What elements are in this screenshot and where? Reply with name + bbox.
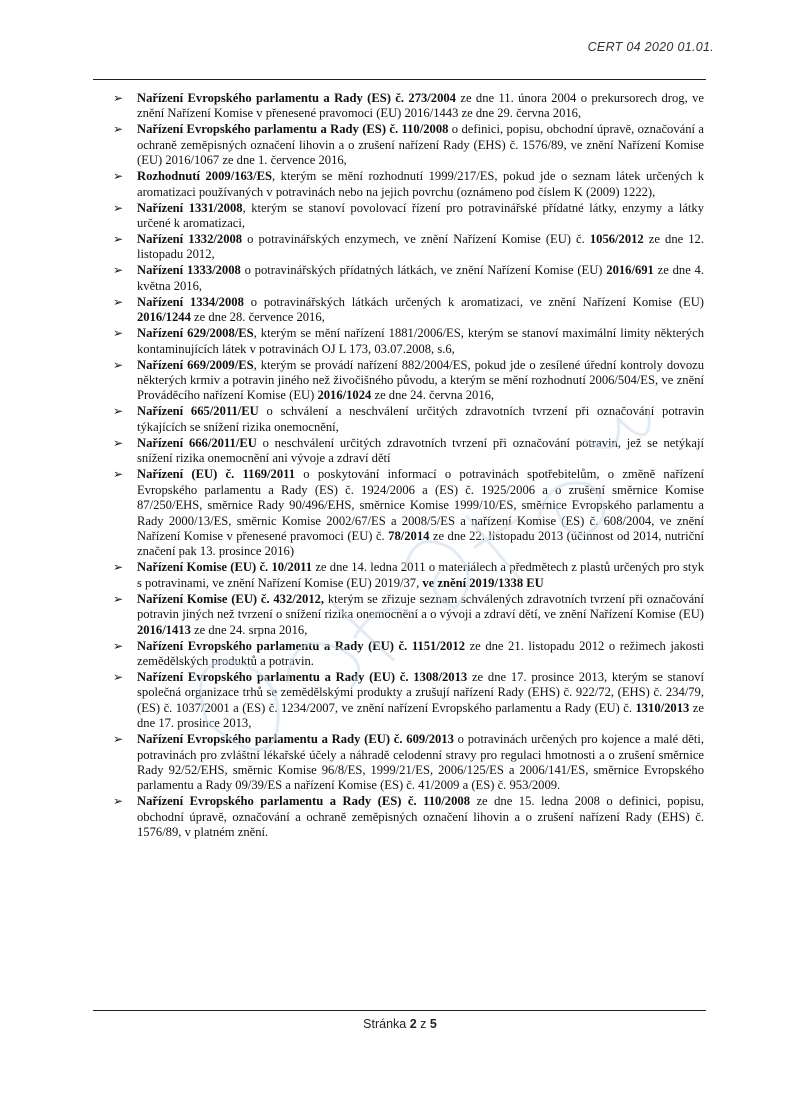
regulation-text: ze dne 15. ledna 2008 o definici, popisu, obchodní úpravě, označování a ochraně zeměpisných označení lihovin a o zrušení nařízení Rady (EHS) č. 1576/89, v platném znění. bbox=[137, 794, 704, 840]
regulation-item bbox=[113, 794, 704, 840]
arrow-bullet-icon: ➢ bbox=[113, 404, 124, 419]
document-code: CERT 04 2020 01.01. bbox=[587, 40, 714, 54]
header-divider bbox=[93, 79, 706, 80]
regulation-item bbox=[113, 326, 704, 357]
regulation-reference: Nařízení 1334/2008 bbox=[137, 294, 244, 309]
regulation-reference: Nařízení 1331/2008 bbox=[137, 200, 243, 215]
page-separator: z bbox=[416, 1017, 430, 1031]
regulation-reference: ve znění 2019/1338 EU bbox=[422, 575, 544, 590]
arrow-bullet-icon: ➢ bbox=[113, 591, 124, 606]
page-footer bbox=[0, 1017, 800, 1031]
regulation-reference: Nařízení Komise (EU) č. 10/2011 bbox=[137, 560, 313, 575]
regulation-list bbox=[113, 91, 704, 841]
regulation-text: o neschválení určitých zdravotních tvrzení při označování potravin, jež se netýkají snížení rizika onemocnění ani vývoje a zdraví dětí bbox=[137, 435, 705, 466]
regulation-text: o definici, popisu, obchodní úpravě, označování a ochraně zeměpisných označení lihovin a o zrušení nařízení Rady (EHS) č. 1576/89, ve znění Nařízení Komise (EU) 2016/1067 ze dne 1. července 2016, bbox=[137, 122, 704, 168]
regulation-text: o potravinářských enzymech, ve znění Nařízení Komise (EU) č. bbox=[242, 232, 590, 247]
regulation-reference: Nařízení Evropského parlamentu a Rady (EU) č. 1308/2013 bbox=[137, 669, 468, 684]
arrow-bullet-icon: ➢ bbox=[113, 467, 124, 482]
regulation-item bbox=[113, 560, 704, 591]
arrow-bullet-icon: ➢ bbox=[113, 263, 124, 278]
regulation-text: o potravinářských látkách určených k aromatizaci, ve znění Nařízení Komise (EU) bbox=[243, 294, 704, 309]
regulation-item bbox=[113, 639, 704, 670]
regulation-text: ze dne 12. listopadu 2012, bbox=[137, 232, 704, 262]
arrow-bullet-icon: ➢ bbox=[113, 669, 124, 684]
regulation-reference: Nařízení 1332/2008 bbox=[137, 232, 243, 247]
arrow-bullet-icon: ➢ bbox=[113, 732, 124, 747]
arrow-bullet-icon: ➢ bbox=[113, 638, 124, 653]
total-pages: 5 bbox=[429, 1017, 437, 1031]
regulation-item bbox=[113, 91, 704, 122]
arrow-bullet-icon: ➢ bbox=[113, 169, 124, 184]
regulation-reference: 2016/1024 bbox=[317, 388, 372, 403]
regulation-text: ze dne 24. srpna 2016, bbox=[190, 622, 308, 637]
regulation-reference: 2016/1244 bbox=[137, 310, 191, 325]
regulation-reference: Nařízení Evropského parlamentu a Rady (ES) č. 110/2008 bbox=[137, 122, 449, 137]
regulation-text: o potravinářských přídatných látkách, ve znění Nařízení Komise (EU) bbox=[240, 263, 607, 278]
regulation-reference: Nařízení 666/2011/EU bbox=[137, 435, 257, 450]
regulation-item bbox=[113, 467, 704, 559]
regulation-item bbox=[113, 358, 704, 404]
regulation-text: kterým se zřizuje seznam schválených zdravotních tvrzení při označování potravin jiných než tvrzení o snížení rizika onemocnění a o vývoji a zdraví dětí, ve znění Nařízení Komise (EU) bbox=[137, 591, 704, 622]
current-page: 2 bbox=[409, 1017, 417, 1031]
regulation-reference: Nařízení 665/2011/EU bbox=[137, 404, 259, 419]
regulation-reference: Rozhodnutí 2009/163/ES bbox=[137, 169, 272, 184]
regulation-item bbox=[113, 404, 704, 435]
regulation-text: ze dne 28. července 2016, bbox=[190, 310, 325, 325]
regulation-text: ze dne 21. listopadu 2012 o režimech jakosti zemědělských produktů a potravin. bbox=[137, 638, 704, 668]
regulation-item bbox=[113, 169, 704, 200]
regulation-text: ze dne 22. listopadu 2013 (účinnost od 2014, nutriční značení pak 13. prosince 2016) bbox=[137, 528, 704, 559]
regulation-item bbox=[113, 295, 704, 326]
arrow-bullet-icon: ➢ bbox=[113, 122, 124, 137]
regulation-text: ze dne 11. února 2004 o prekursorech drog, ve znění Nařízení Komise v přenesené pravomoci (EU) 2016/1443 ze dne 29. června 2016, bbox=[137, 91, 704, 121]
footer-divider bbox=[93, 1010, 706, 1011]
regulation-reference: Nařízení (EU) č. 1169/2011 bbox=[137, 467, 296, 482]
regulation-text: o potravinách určených pro kojence a malé děti, potravinách pro zvláštní lékařské účely a náhradě celodenní stravy pro regulaci hmotnosti a o zrušení směrnice Rady 92/52/EHS, směrnic Komise 96/8/ES, 1999/21/ES, 2006/125/ES a 2006/141/ES, směrnice Evropského parlamentu a Rady 09/39/ES a nařízení Komise (ES) č. 41/2009 a (ES) č. 953/2009. bbox=[137, 732, 705, 793]
regulation-reference: Nařízení Evropského parlamentu a Rady (EU) č. 609/2013 bbox=[137, 732, 454, 747]
regulation-item bbox=[113, 122, 704, 168]
arrow-bullet-icon: ➢ bbox=[113, 435, 124, 450]
regulation-item bbox=[113, 232, 704, 263]
arrow-bullet-icon: ➢ bbox=[113, 560, 124, 575]
page-label: Stránka bbox=[363, 1017, 410, 1031]
regulation-item bbox=[113, 201, 704, 232]
regulation-item bbox=[113, 732, 704, 794]
arrow-bullet-icon: ➢ bbox=[113, 232, 124, 247]
regulation-text: o poskytování informací o potravinách spotřebitelům, o změně nařízení Evropského parlamentu a Rady (ES) č. 1924/2006 a (ES) č. 1925/2006 a o zrušení směrnice Komise 87/250/EHS, směrnice Rady 90/496/EHS, směrnice Komise 1999/10/ES, směrnice Evropského parlamentu a Rady 2000/13/ES, směrnic Komise 2002/67/ES a 2008/5/ES a nařízení Komise (ES) č. 608/2004, ve znění Nařízení Komise v přenesené pravomoci (EU) č. bbox=[137, 467, 704, 543]
arrow-bullet-icon: ➢ bbox=[113, 91, 124, 105]
regulation-text: , kterým se stanoví povolovací řízení pro potravinářské přídatné látky, enzymy a látky určené k aromatizaci, bbox=[137, 200, 705, 231]
regulation-reference: 78/2014 bbox=[388, 528, 430, 543]
arrow-bullet-icon: ➢ bbox=[113, 357, 124, 372]
arrow-bullet-icon: ➢ bbox=[113, 326, 124, 341]
regulation-text: , kterým se provádí nařízení 882/2004/ES, pokud jde o zesílené úřední kontroly dovozu některých krmiv a potravin jiného než živočišného původu, a kterým se mění rozhodnutí 2006/504/ES, ve znění Prováděcího nařízení Komise (EU) bbox=[137, 357, 704, 403]
regulation-reference: 1056/2012 bbox=[589, 232, 644, 247]
regulation-reference: Nařízení Komise (EU) č. 432/2012, bbox=[137, 591, 325, 606]
regulation-reference: Nařízení Evropského parlamentu a Rady (ES) č. 110/2008 bbox=[137, 794, 470, 809]
regulation-text: o schválení a neschválení určitých zdravotních tvrzení při označování potravin týkajících se snížení rizika onemocnění, bbox=[137, 404, 704, 434]
regulation-reference: 1310/2013 bbox=[635, 700, 690, 715]
regulation-reference: Nařízení 629/2008/ES bbox=[137, 326, 254, 341]
regulation-reference: Nařízení Evropského parlamentu a Rady (EU) č. 1151/2012 bbox=[137, 638, 466, 653]
regulation-item bbox=[113, 436, 704, 467]
regulation-reference: 2016/691 bbox=[606, 263, 654, 278]
regulation-text: ze dne 4. května 2016, bbox=[137, 263, 705, 293]
regulation-text: ze dne 24. června 2016, bbox=[371, 388, 495, 403]
arrow-bullet-icon: ➢ bbox=[113, 200, 124, 215]
regulation-text: ze dne 17. prosince 2013, kterým se stanoví společná organizace trhů se zemědělskými produkty a zrušují nařízení Rady (EHS) č. 922/72, (EHS) č. 234/79, (ES) č. 1037/2001 a (ES) č. 1234/2007, ve znění nařízení Evropského parlamentu a Rady (EU) č. bbox=[137, 669, 704, 715]
regulation-reference: Nařízení 669/2009/ES bbox=[137, 357, 254, 372]
regulation-reference: 2016/1413 bbox=[137, 622, 191, 637]
regulation-item bbox=[113, 263, 704, 294]
arrow-bullet-icon: ➢ bbox=[113, 794, 124, 809]
regulation-reference: Nařízení 1333/2008 bbox=[137, 263, 241, 278]
regulation-reference: Nařízení Evropského parlamentu a Rady (ES) č. 273/2004 bbox=[137, 91, 456, 105]
regulation-text: ze dne 17. prosince 2013, bbox=[137, 700, 704, 731]
arrow-bullet-icon: ➢ bbox=[113, 294, 124, 309]
regulation-text: , kterým se mění nařízení 1881/2006/ES, kterým se stanoví maximální limity některých kontaminujících látek v potravinách OJ L 173, 03.07.2008, s.6, bbox=[137, 326, 704, 356]
regulation-text: , kterým se mění rozhodnutí 1999/217/ES, pokud jde o seznam látek určených k aromatizaci používaných v potravinách nebo na jejich povrchu (oznámeno pod číslem K (2009) 1222), bbox=[137, 169, 704, 199]
regulation-item bbox=[113, 592, 704, 638]
regulation-text: ze dne 14. ledna 2011 o materiálech a předmětech z plastů určených pro styk s potravinami, ve znění Nařízení Komise (EU) 2019/37, bbox=[137, 560, 704, 590]
regulation-item bbox=[113, 670, 704, 732]
